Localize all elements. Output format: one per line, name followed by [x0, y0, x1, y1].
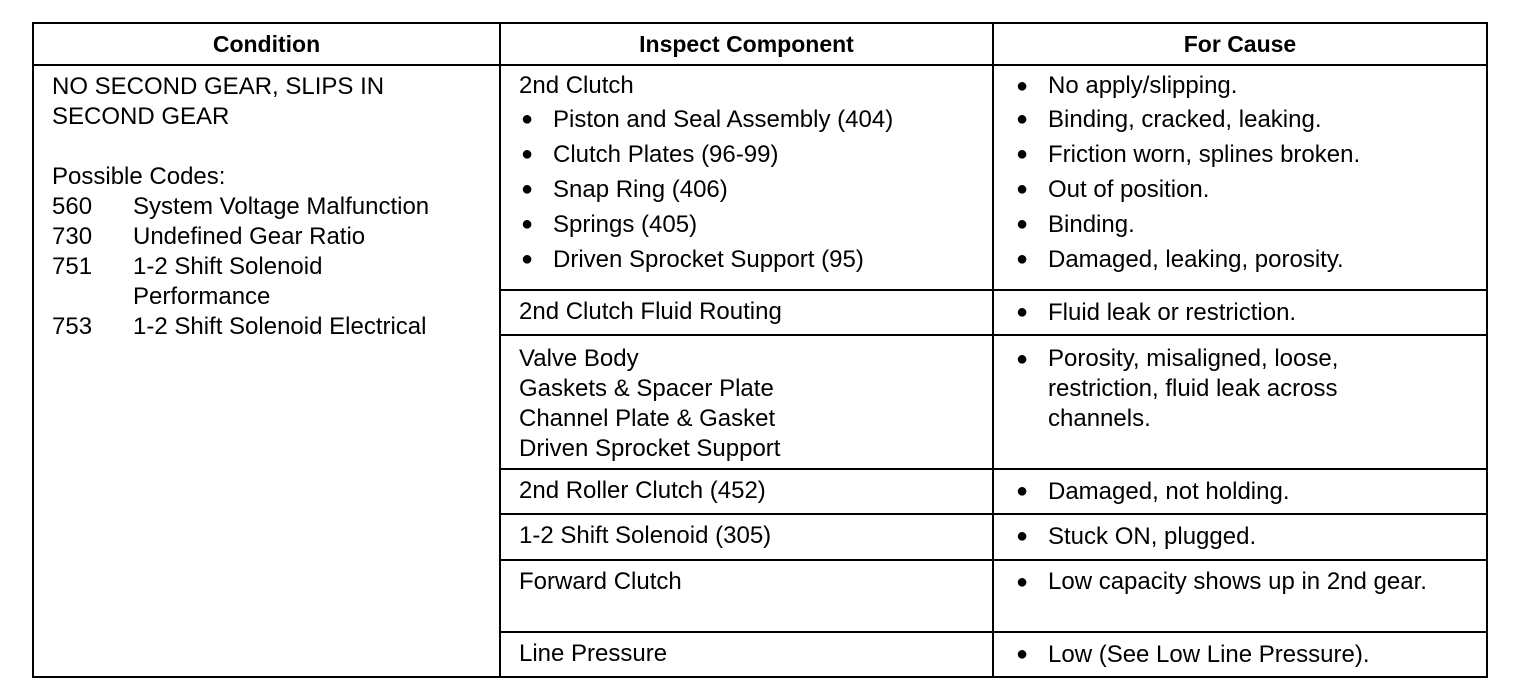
- component-list: [519, 102, 992, 277]
- component-line: 2nd Roller Clutch (452): [519, 477, 766, 504]
- component-line: Valve Body: [519, 345, 639, 372]
- bullet-icon: ●: [1016, 348, 1029, 370]
- code-entry-continued: [52, 282, 499, 312]
- bullet-icon: ●: [521, 108, 534, 130]
- cause-list: [1014, 474, 1486, 509]
- component-cell: [500, 469, 993, 514]
- header-row: [33, 23, 1487, 65]
- code-entry: [52, 222, 499, 252]
- bullet-icon: ●: [521, 143, 534, 165]
- diagnosis-table: [32, 22, 1488, 678]
- list-item: ● Driven Sprocket Support (95): [519, 242, 992, 277]
- bullet-icon: ●: [1016, 571, 1029, 593]
- list-item: ● Porosity, misaligned, loose, restriction, fluid leak across channels.: [1016, 345, 1339, 432]
- code-number: 730: [52, 223, 93, 250]
- header-for-cause: For Cause: [993, 23, 1487, 65]
- cause-cell: [993, 65, 1487, 290]
- code-description-continued: Performance: [133, 283, 271, 310]
- cause-cell: [993, 632, 1487, 677]
- component-line: Line Pressure: [519, 640, 668, 667]
- condition-title-line2: SECOND GEAR: [52, 103, 230, 130]
- list-item: ● No apply/slipping.: [1014, 70, 1486, 102]
- list-item: ● Snap Ring (406): [519, 172, 992, 207]
- bullet-icon: ●: [521, 178, 534, 200]
- bullet-icon: ●: [1016, 178, 1029, 200]
- component-line: 2nd Clutch Fluid Routing: [519, 298, 782, 325]
- spacer: [52, 132, 499, 162]
- code-description: 1-2 Shift Solenoid Electrical: [133, 313, 427, 340]
- list-item: ● Springs (405): [519, 207, 992, 242]
- component-cell: [500, 335, 993, 469]
- bullet-icon: ●: [1016, 75, 1029, 97]
- component-line: Forward Clutch: [519, 568, 682, 595]
- cause-list: [1014, 70, 1486, 277]
- component-line: Channel Plate & Gasket: [519, 405, 776, 432]
- list-item: ● Piston and Seal Assembly (404): [519, 102, 992, 137]
- list-item: ● Binding.: [1014, 207, 1486, 242]
- code-number: 560: [52, 193, 93, 220]
- code-number: 753: [52, 313, 93, 340]
- condition-cell: [33, 65, 500, 677]
- component-cell: [500, 65, 993, 290]
- list-item: ● Binding, cracked, leaking.: [1014, 102, 1486, 137]
- code-description: Undefined Gear Ratio: [133, 223, 366, 250]
- component-line: Driven Sprocket Support: [519, 435, 781, 462]
- header-inspect-component: Inspect Component: [500, 23, 993, 65]
- cause-cell: [993, 335, 1487, 469]
- code-entry: [52, 312, 499, 342]
- cause-list: [1014, 637, 1486, 672]
- cause-cell: [993, 514, 1487, 560]
- bullet-icon: ●: [1016, 525, 1029, 547]
- bullet-icon: ●: [1016, 301, 1029, 323]
- component-title: 2nd Clutch: [519, 72, 634, 99]
- list-item: ● Out of position.: [1014, 172, 1486, 207]
- cause-list: [1014, 340, 1486, 434]
- component-cell: [500, 514, 993, 560]
- list-item: ● Damaged, leaking, porosity.: [1014, 242, 1486, 277]
- list-item: ● Low (See Low Line Pressure).: [1014, 637, 1486, 672]
- bullet-icon: ●: [1016, 108, 1029, 130]
- code-entry: [52, 192, 499, 222]
- code-entry: [52, 252, 499, 282]
- bullet-icon: ●: [521, 213, 534, 235]
- component-cell: [500, 560, 993, 632]
- bullet-icon: ●: [1016, 248, 1029, 270]
- code-number: 751: [52, 253, 93, 280]
- code-description: System Voltage Malfunction: [133, 193, 430, 220]
- bullet-icon: ●: [1016, 643, 1029, 665]
- bullet-icon: ●: [1016, 143, 1029, 165]
- cause-cell: [993, 560, 1487, 632]
- bullet-icon: ●: [1016, 213, 1029, 235]
- bullet-icon: ●: [521, 248, 534, 270]
- cause-list: [1014, 295, 1486, 330]
- component-line: 1-2 Shift Solenoid (305): [519, 522, 772, 549]
- list-item: ● Fluid leak or restriction.: [1014, 295, 1486, 330]
- list-item: ● Stuck ON, plugged.: [1014, 519, 1486, 554]
- cause-cell: [993, 469, 1487, 514]
- cause-list: [1014, 565, 1486, 597]
- cause-list: [1014, 519, 1486, 554]
- component-cell: [500, 632, 993, 677]
- table-row: [33, 65, 1487, 290]
- cause-cell: [993, 290, 1487, 335]
- possible-codes-label: Possible Codes:: [52, 163, 226, 190]
- list-item: ● Friction worn, splines broken.: [1014, 137, 1486, 172]
- condition-title-line1: NO SECOND GEAR, SLIPS IN: [52, 73, 385, 100]
- code-description: 1-2 Shift Solenoid: [133, 253, 323, 280]
- component-cell: [500, 290, 993, 335]
- list-item: ● Damaged, not holding.: [1014, 474, 1486, 509]
- list-item: ● Clutch Plates (96-99): [519, 137, 992, 172]
- bullet-icon: ●: [1016, 480, 1029, 502]
- header-condition: Condition: [33, 23, 500, 65]
- list-item: ● Low capacity shows up in 2nd gear.: [1016, 568, 1427, 595]
- component-line: Gaskets & Spacer Plate: [519, 375, 774, 402]
